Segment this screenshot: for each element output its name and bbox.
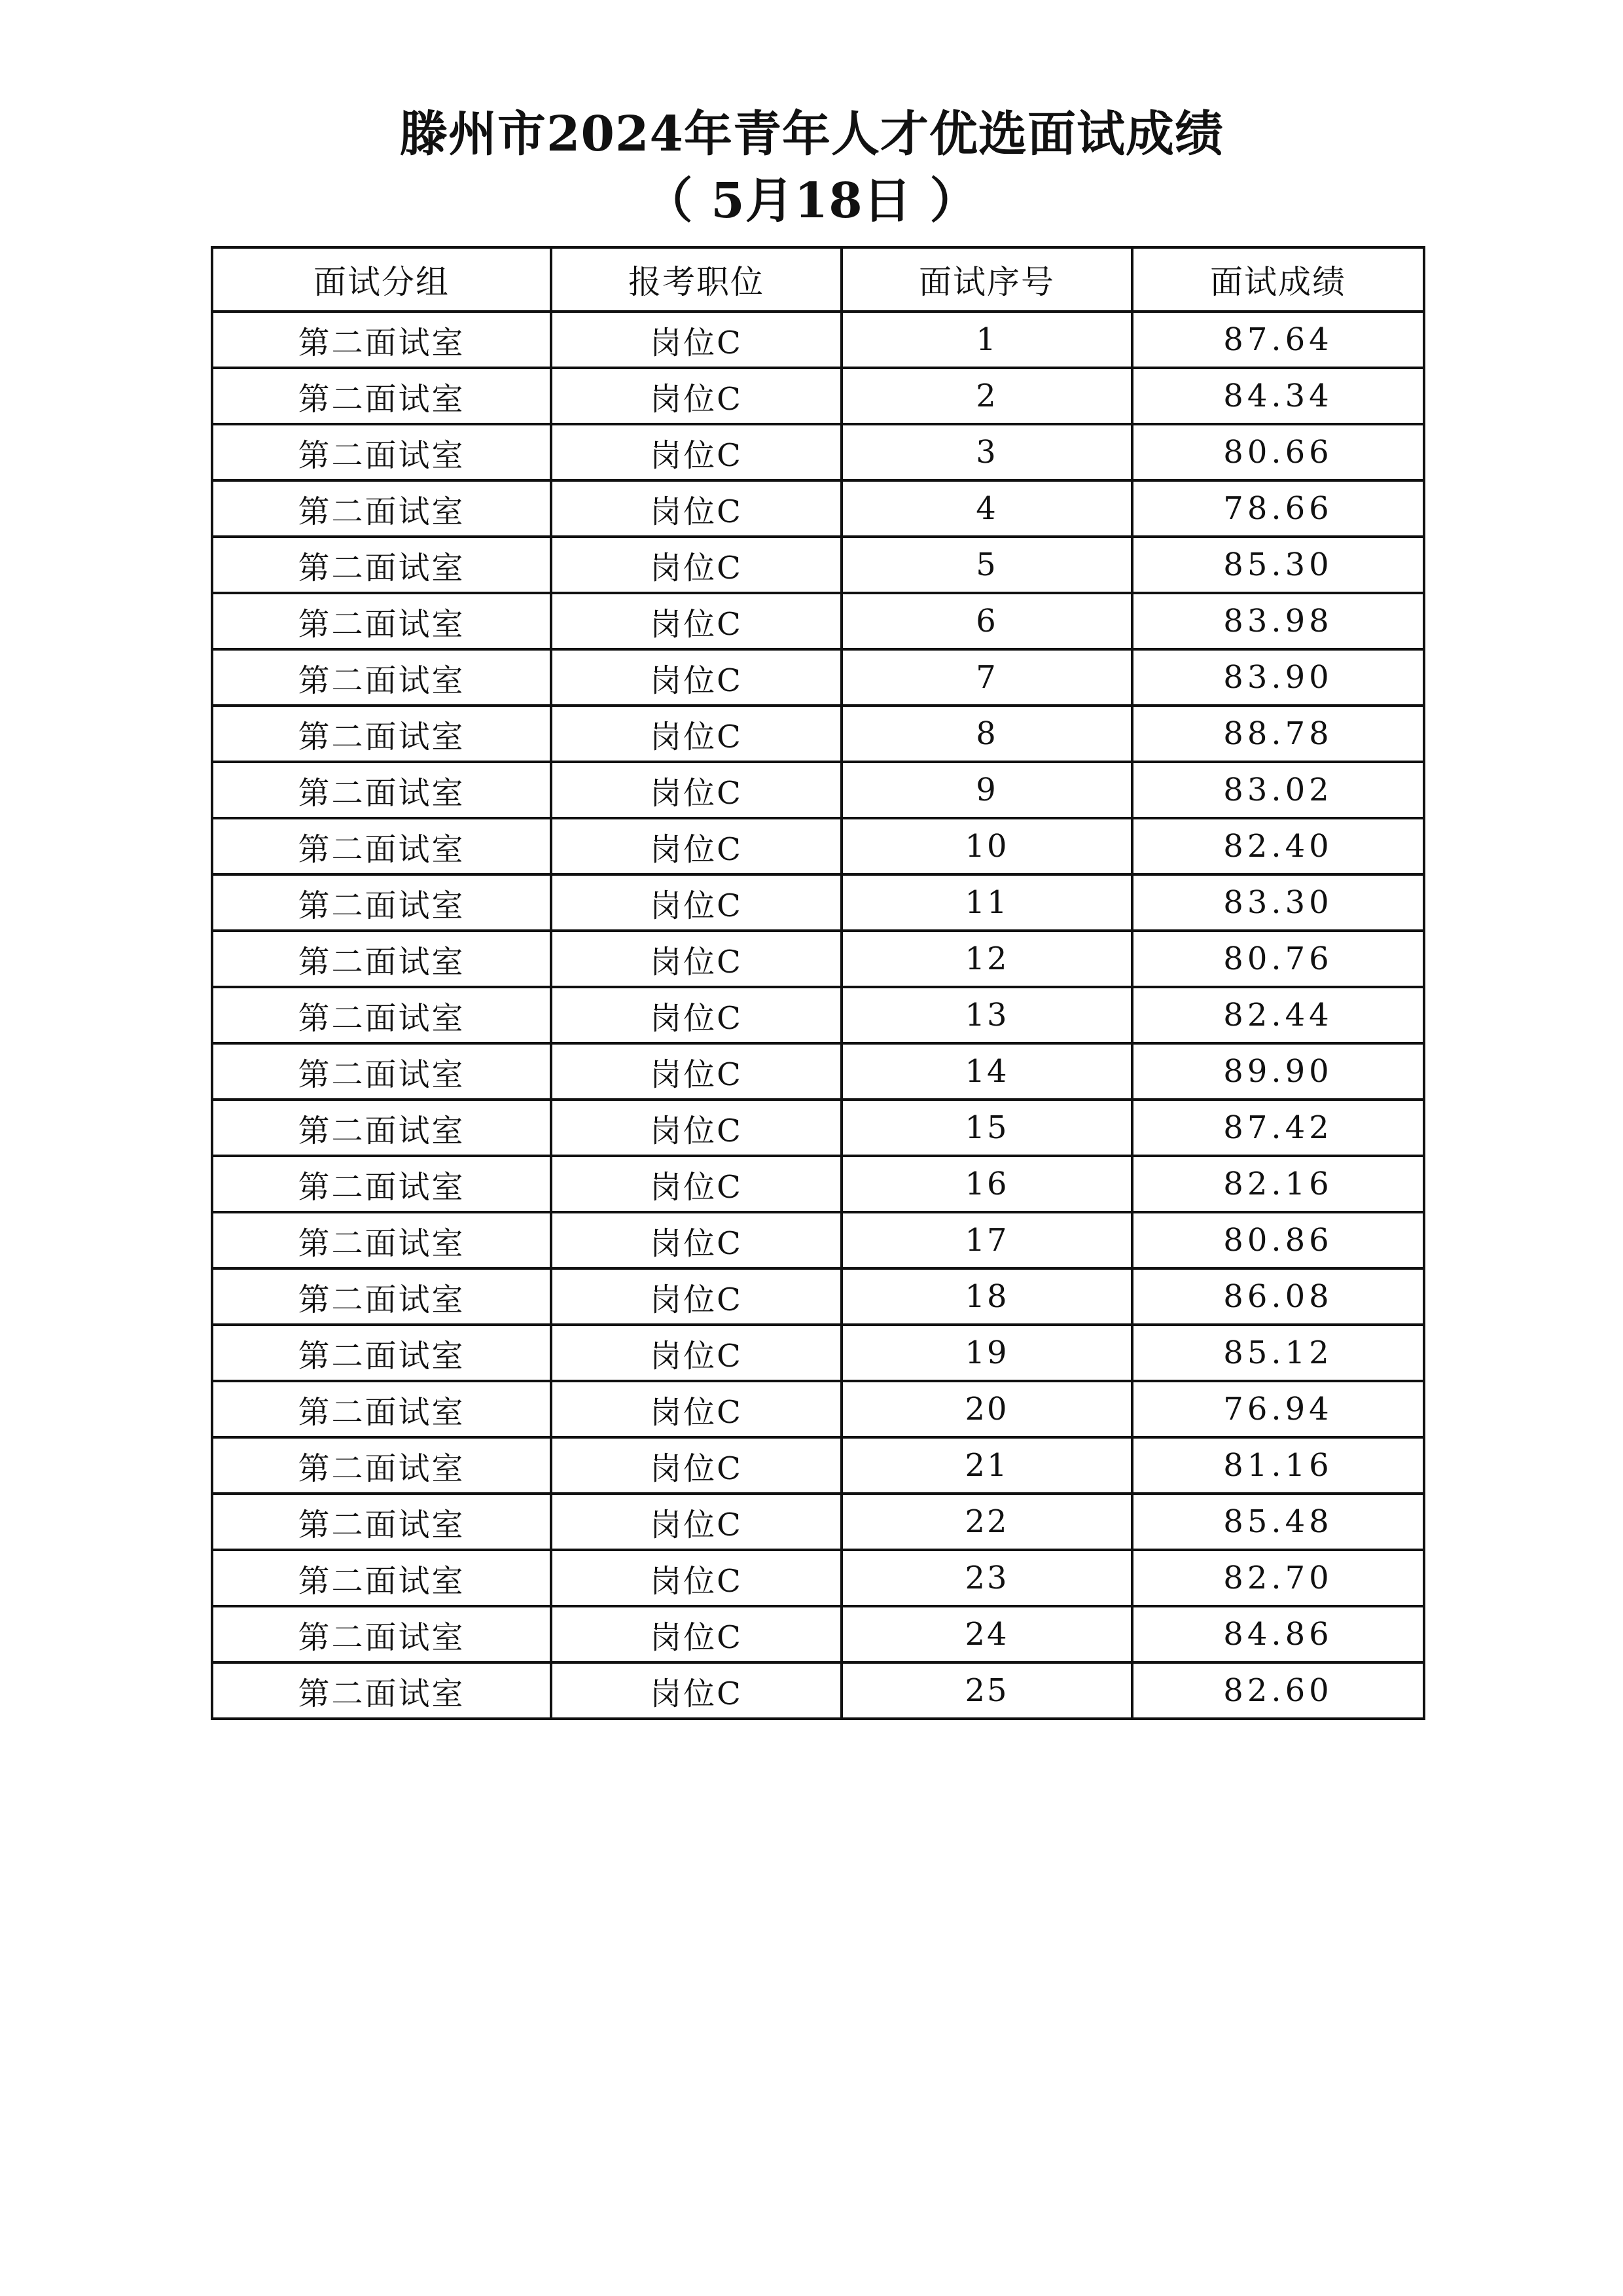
table-row bbox=[212, 1100, 1424, 1156]
table-row bbox=[212, 1550, 1424, 1606]
scores-table bbox=[211, 246, 1425, 1720]
cell-score: 82.70 bbox=[1132, 1550, 1424, 1606]
cell-sequence: 22 bbox=[842, 1494, 1132, 1550]
cell-score: 83.98 bbox=[1132, 593, 1424, 649]
cell-position: 岗位C bbox=[551, 537, 842, 593]
cell-group: 第二面试室 bbox=[212, 1100, 551, 1156]
cell-sequence: 7 bbox=[842, 649, 1132, 706]
table-row bbox=[212, 312, 1424, 368]
cell-position: 岗位C bbox=[551, 312, 842, 368]
cell-group: 第二面试室 bbox=[212, 874, 551, 931]
cell-score: 84.86 bbox=[1132, 1606, 1424, 1662]
table-row bbox=[212, 424, 1424, 480]
cell-score: 78.66 bbox=[1132, 480, 1424, 537]
cell-sequence: 13 bbox=[842, 987, 1132, 1043]
table-row bbox=[212, 480, 1424, 537]
cell-sequence: 11 bbox=[842, 874, 1132, 931]
cell-score: 80.76 bbox=[1132, 931, 1424, 987]
cell-group: 第二面试室 bbox=[212, 1494, 551, 1550]
cell-sequence: 10 bbox=[842, 818, 1132, 874]
cell-position: 岗位C bbox=[551, 1381, 842, 1437]
cell-sequence: 12 bbox=[842, 931, 1132, 987]
cell-position: 岗位C bbox=[551, 706, 842, 762]
cell-position: 岗位C bbox=[551, 1212, 842, 1268]
cell-score: 85.48 bbox=[1132, 1494, 1424, 1550]
cell-score: 85.30 bbox=[1132, 537, 1424, 593]
cell-position: 岗位C bbox=[551, 1043, 842, 1100]
cell-score: 83.90 bbox=[1132, 649, 1424, 706]
cell-sequence: 8 bbox=[842, 706, 1132, 762]
cell-sequence: 15 bbox=[842, 1100, 1132, 1156]
cell-group: 第二面试室 bbox=[212, 368, 551, 424]
cell-position: 岗位C bbox=[551, 1606, 842, 1662]
cell-position: 岗位C bbox=[551, 1550, 842, 1606]
table-row bbox=[212, 1212, 1424, 1268]
header-score: 面试成绩 bbox=[1132, 247, 1424, 312]
cell-position: 岗位C bbox=[551, 762, 842, 818]
cell-group: 第二面试室 bbox=[212, 312, 551, 368]
cell-group: 第二面试室 bbox=[212, 1550, 551, 1606]
cell-sequence: 9 bbox=[842, 762, 1132, 818]
cell-position: 岗位C bbox=[551, 1156, 842, 1212]
cell-group: 第二面试室 bbox=[212, 1606, 551, 1662]
cell-position: 岗位C bbox=[551, 1662, 842, 1719]
cell-sequence: 4 bbox=[842, 480, 1132, 537]
table-row bbox=[212, 593, 1424, 649]
cell-group: 第二面试室 bbox=[212, 762, 551, 818]
cell-score: 83.02 bbox=[1132, 762, 1424, 818]
cell-position: 岗位C bbox=[551, 1268, 842, 1325]
table-row bbox=[212, 706, 1424, 762]
cell-position: 岗位C bbox=[551, 987, 842, 1043]
cell-group: 第二面试室 bbox=[212, 537, 551, 593]
cell-group: 第二面试室 bbox=[212, 424, 551, 480]
cell-sequence: 5 bbox=[842, 537, 1132, 593]
cell-group: 第二面试室 bbox=[212, 1325, 551, 1381]
cell-position: 岗位C bbox=[551, 424, 842, 480]
table-row bbox=[212, 537, 1424, 593]
table-row bbox=[212, 1043, 1424, 1100]
cell-score: 80.86 bbox=[1132, 1212, 1424, 1268]
cell-score: 87.64 bbox=[1132, 312, 1424, 368]
table-row bbox=[212, 649, 1424, 706]
table-row bbox=[212, 762, 1424, 818]
cell-position: 岗位C bbox=[551, 1494, 842, 1550]
cell-score: 80.66 bbox=[1132, 424, 1424, 480]
cell-sequence: 3 bbox=[842, 424, 1132, 480]
cell-sequence: 24 bbox=[842, 1606, 1132, 1662]
table-row bbox=[212, 1662, 1424, 1719]
cell-score: 82.40 bbox=[1132, 818, 1424, 874]
cell-group: 第二面试室 bbox=[212, 1043, 551, 1100]
header-position: 报考职位 bbox=[551, 247, 842, 312]
cell-score: 82.44 bbox=[1132, 987, 1424, 1043]
table-row bbox=[212, 987, 1424, 1043]
cell-sequence: 20 bbox=[842, 1381, 1132, 1437]
table-row bbox=[212, 874, 1424, 931]
cell-score: 83.30 bbox=[1132, 874, 1424, 931]
cell-sequence: 1 bbox=[842, 312, 1132, 368]
cell-sequence: 14 bbox=[842, 1043, 1132, 1100]
table-row bbox=[212, 1268, 1424, 1325]
cell-group: 第二面试室 bbox=[212, 649, 551, 706]
page-title: 滕州市2024年青年人才优选面试成绩 bbox=[399, 106, 1224, 162]
table-row bbox=[212, 1606, 1424, 1662]
cell-sequence: 16 bbox=[842, 1156, 1132, 1212]
table-body bbox=[212, 312, 1424, 1719]
table-row bbox=[212, 1381, 1424, 1437]
cell-score: 82.16 bbox=[1132, 1156, 1424, 1212]
cell-sequence: 19 bbox=[842, 1325, 1132, 1381]
cell-position: 岗位C bbox=[551, 818, 842, 874]
cell-position: 岗位C bbox=[551, 1100, 842, 1156]
cell-position: 岗位C bbox=[551, 649, 842, 706]
cell-score: 87.42 bbox=[1132, 1100, 1424, 1156]
cell-group: 第二面试室 bbox=[212, 987, 551, 1043]
cell-sequence: 18 bbox=[842, 1268, 1132, 1325]
cell-score: 88.78 bbox=[1132, 706, 1424, 762]
cell-group: 第二面试室 bbox=[212, 1212, 551, 1268]
page-subtitle-date: （ 5月18日 ） bbox=[644, 173, 979, 229]
cell-position: 岗位C bbox=[551, 1325, 842, 1381]
cell-position: 岗位C bbox=[551, 368, 842, 424]
cell-group: 第二面试室 bbox=[212, 1662, 551, 1719]
header-group: 面试分组 bbox=[212, 247, 551, 312]
table-row bbox=[212, 368, 1424, 424]
cell-group: 第二面试室 bbox=[212, 1437, 551, 1494]
cell-group: 第二面试室 bbox=[212, 1268, 551, 1325]
cell-sequence: 25 bbox=[842, 1662, 1132, 1719]
cell-score: 76.94 bbox=[1132, 1381, 1424, 1437]
cell-score: 86.08 bbox=[1132, 1268, 1424, 1325]
cell-group: 第二面试室 bbox=[212, 706, 551, 762]
table-header bbox=[212, 247, 1424, 312]
cell-score: 85.12 bbox=[1132, 1325, 1424, 1381]
cell-score: 82.60 bbox=[1132, 1662, 1424, 1719]
cell-score: 81.16 bbox=[1132, 1437, 1424, 1494]
cell-sequence: 6 bbox=[842, 593, 1132, 649]
cell-sequence: 17 bbox=[842, 1212, 1132, 1268]
table-row bbox=[212, 1156, 1424, 1212]
cell-group: 第二面试室 bbox=[212, 593, 551, 649]
header-row bbox=[212, 247, 1424, 312]
table-row bbox=[212, 1494, 1424, 1550]
table-row bbox=[212, 818, 1424, 874]
table-row bbox=[212, 1325, 1424, 1381]
cell-sequence: 21 bbox=[842, 1437, 1132, 1494]
cell-position: 岗位C bbox=[551, 874, 842, 931]
header-sequence: 面试序号 bbox=[842, 247, 1132, 312]
cell-score: 89.90 bbox=[1132, 1043, 1424, 1100]
cell-group: 第二面试室 bbox=[212, 480, 551, 537]
cell-sequence: 23 bbox=[842, 1550, 1132, 1606]
cell-group: 第二面试室 bbox=[212, 818, 551, 874]
cell-position: 岗位C bbox=[551, 1437, 842, 1494]
cell-position: 岗位C bbox=[551, 480, 842, 537]
cell-score: 84.34 bbox=[1132, 368, 1424, 424]
table-row bbox=[212, 1437, 1424, 1494]
cell-group: 第二面试室 bbox=[212, 931, 551, 987]
cell-group: 第二面试室 bbox=[212, 1381, 551, 1437]
cell-position: 岗位C bbox=[551, 593, 842, 649]
table-row bbox=[212, 931, 1424, 987]
cell-position: 岗位C bbox=[551, 931, 842, 987]
cell-sequence: 2 bbox=[842, 368, 1132, 424]
cell-group: 第二面试室 bbox=[212, 1156, 551, 1212]
